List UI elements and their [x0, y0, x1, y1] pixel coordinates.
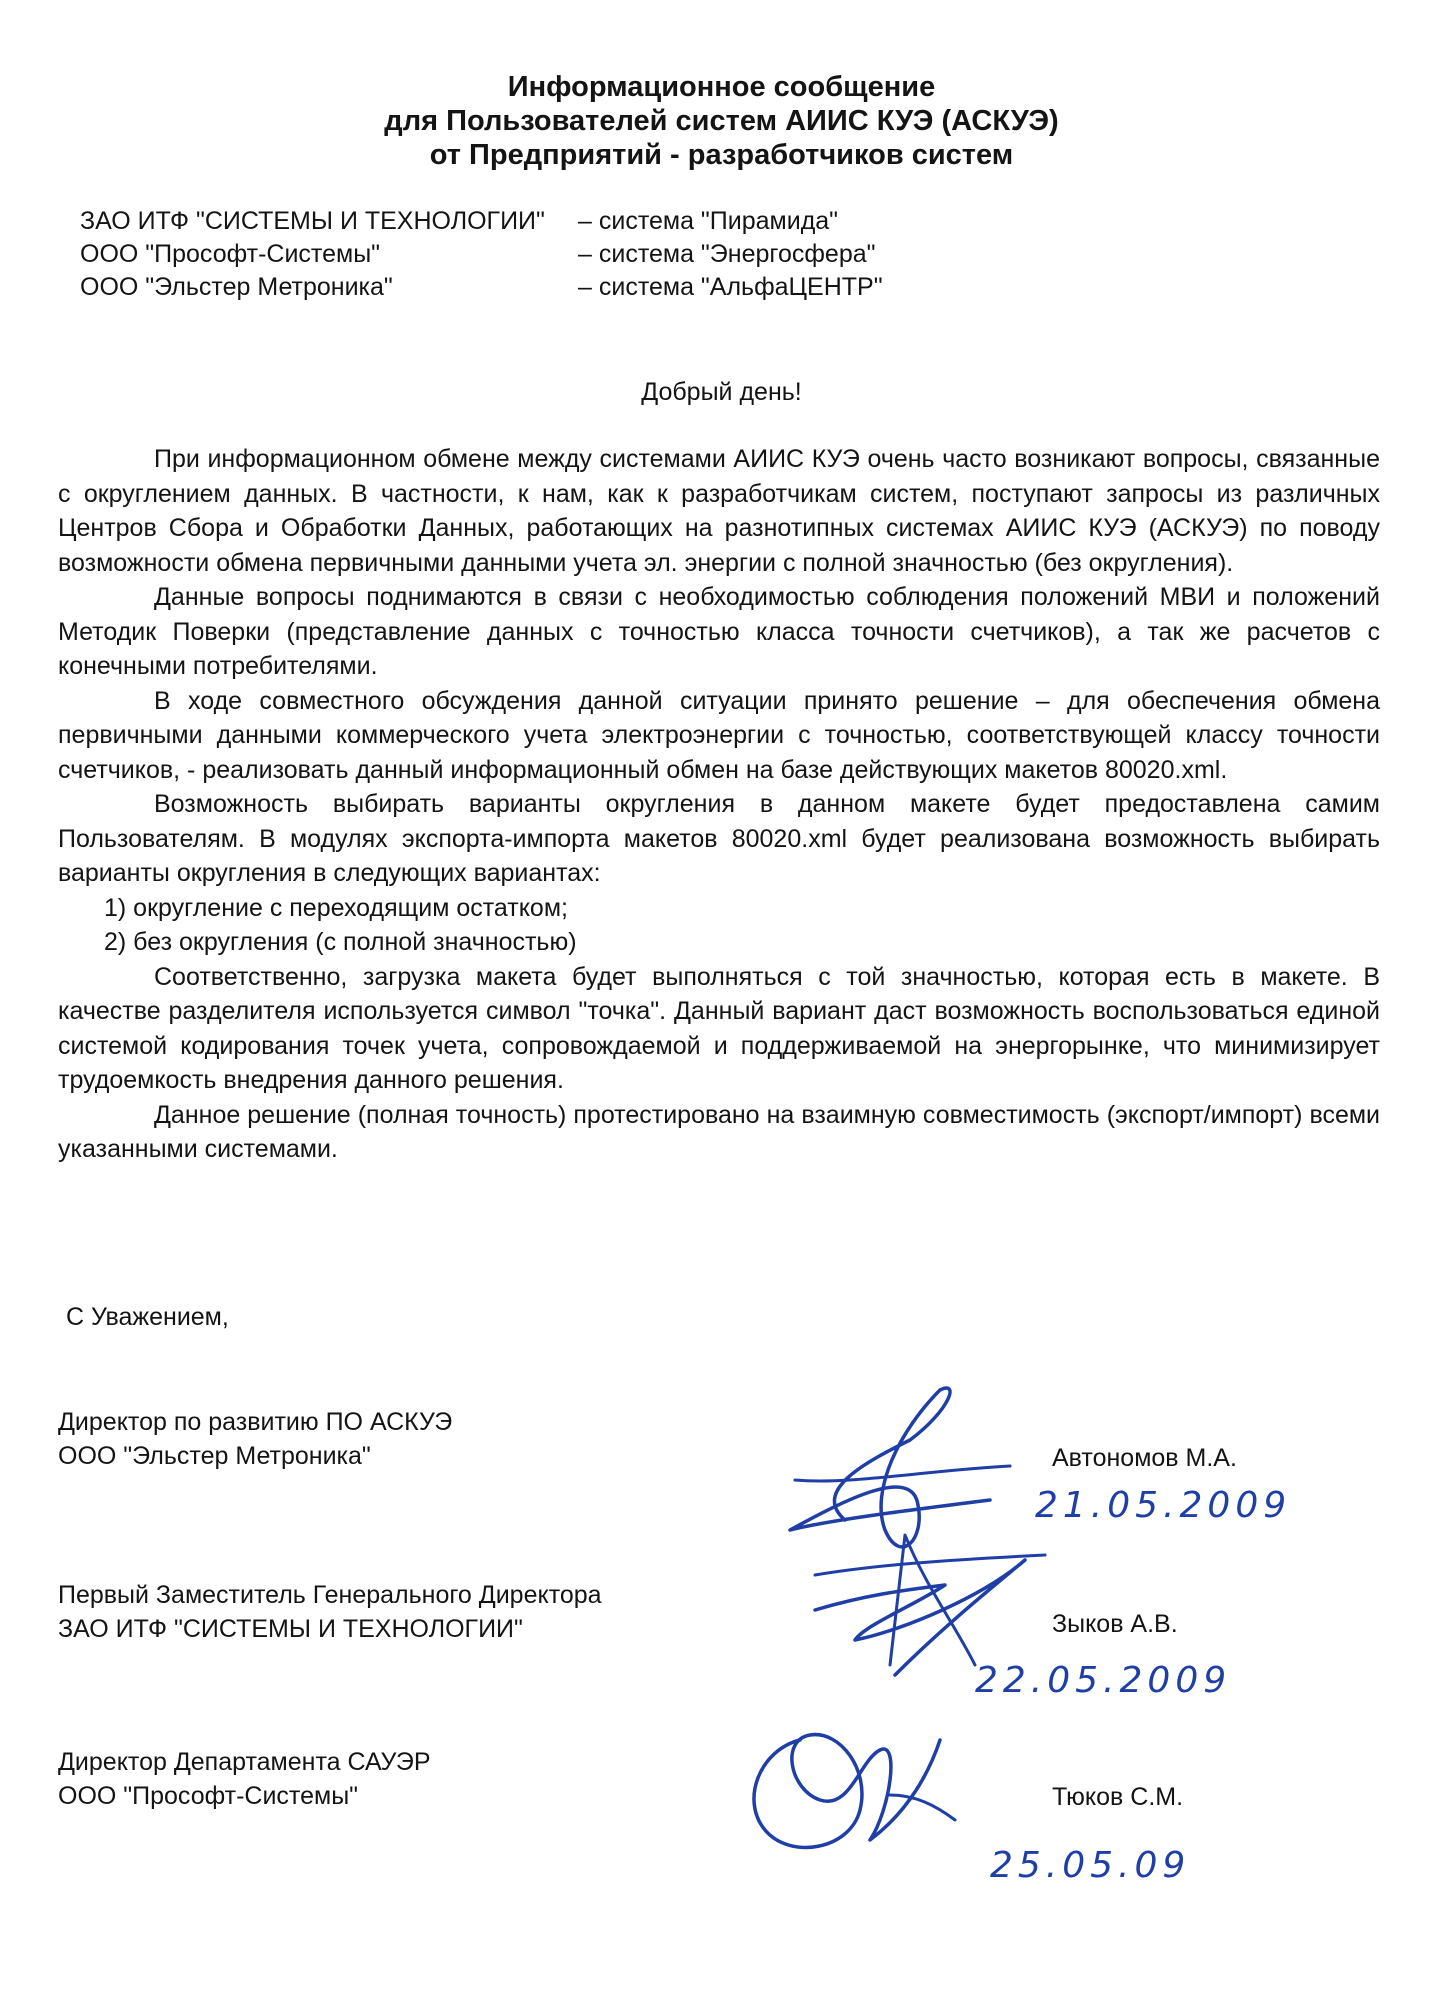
body-paragraph: Данные вопросы поднимаются в связи с необходимостью соблюдения положений МВИ и положений Методик Поверки (представление данных с точностью класса точности счетчиков), а так же расчетов с конечными потребителями. — [58, 583, 1380, 680]
body-paragraph: При информационном обмене между системами АИИС КУЭ очень часто возникают вопросы, связанные с округлением данных. В частности, к нам, как к разработчикам систем, поступают запросы из различных Центров Сбора и Обработки Данных, работающих на разнотипных системах АИИС КУЭ (АСКУЭ) по поводу возможности обмена первичными данными учета эл. энергии с полной значностью (без округления). — [58, 445, 1380, 577]
body-paragraph: В ходе совместного обсуждения данной ситуации принято решение – для обеспечения обмена первичными данными коммерческого учета электроэнергии с точностью, соответствующей классу точности счетчиков, - реализовать данный информационный обмен на базе действующих макетов 80020.xml. — [58, 686, 1380, 784]
signatory-name: Зыков А.В. — [1052, 1610, 1178, 1638]
body-paragraph: Данное решение (полная точность) протестировано на взаимную совместимость (экспорт/импорт) всеми указанными системами. — [58, 1100, 1380, 1163]
list-item: 2) без округления (с полной значностью) — [104, 928, 577, 956]
handwritten-date: 22.05.2009 — [975, 1660, 1232, 1701]
position-title: Директор Департамента САУЭР — [58, 1748, 431, 1776]
developer-company: ООО "Прософт-Системы" — [80, 240, 381, 268]
heading-line-1: Информационное сообщение — [507, 71, 936, 103]
body-paragraph: Соответственно, загрузка макета будет выполняться с той значностью, которая есть в макете. В качестве разделителя используется символ "точка". Данный вариант даст возможность воспользоваться единой системой кодирования точек учета, сопровождаемой и поддерживаемой на энергорынке, что минимизирует трудоемкость внедрения данного решения. — [58, 962, 1380, 1094]
developer-company: ООО "Эльстер Метроника" — [80, 273, 393, 301]
developer-company: ЗАО ИТФ "СИСТЕМЫ И ТЕХНОЛОГИИ" — [80, 207, 545, 235]
signatory-position — [58, 1745, 431, 1813]
signatory-position — [58, 1578, 602, 1646]
position-company: ООО "Эльстер Метроника" — [58, 1442, 371, 1470]
signatory-name: Автономов М.А. — [1052, 1444, 1237, 1472]
developer-system: – система "Пирамида" — [578, 207, 839, 235]
signatory-position — [58, 1405, 452, 1473]
handwritten-date: 25.05.09 — [990, 1845, 1191, 1886]
position-title: Директор по развитию ПО АСКУЭ — [58, 1408, 453, 1436]
signature-zykov — [795, 1515, 1055, 1685]
list-item: 1) округление с переходящим остатком; — [104, 893, 568, 922]
position-title: Первый Заместитель Генерального Директора — [58, 1581, 602, 1609]
handwritten-date: 21.05.2009 — [1035, 1485, 1292, 1526]
signature-tyukov — [740, 1700, 980, 1870]
developer-system: – система "АльфаЦЕНТР" — [578, 273, 883, 301]
position-company: ООО "Прософт-Системы" — [58, 1782, 359, 1810]
letter-body — [58, 442, 1380, 1167]
heading-line-3: от Предприятий - разработчиков систем — [429, 139, 1014, 171]
body-paragraph: Возможность выбирать варианты округления в данном макете будет предоставлена самим Пользователям. В модулях экспорта-импорта макетов 80020.xml будет реализована возможность выбирать варианты округления в следующих вариантах: — [58, 790, 1380, 887]
signatory-name: Тюков С.М. — [1052, 1783, 1184, 1811]
developer-system: – система "Энергосфера" — [578, 240, 876, 268]
greeting: Добрый день! — [641, 378, 802, 406]
closing-line: С Уважением, — [66, 1303, 229, 1331]
heading-line-2: для Пользователей систем АИИС КУЭ (АСКУЭ) — [384, 105, 1059, 137]
position-company: ЗАО ИТФ "СИСТЕМЫ И ТЕХНОЛОГИИ" — [58, 1615, 523, 1643]
